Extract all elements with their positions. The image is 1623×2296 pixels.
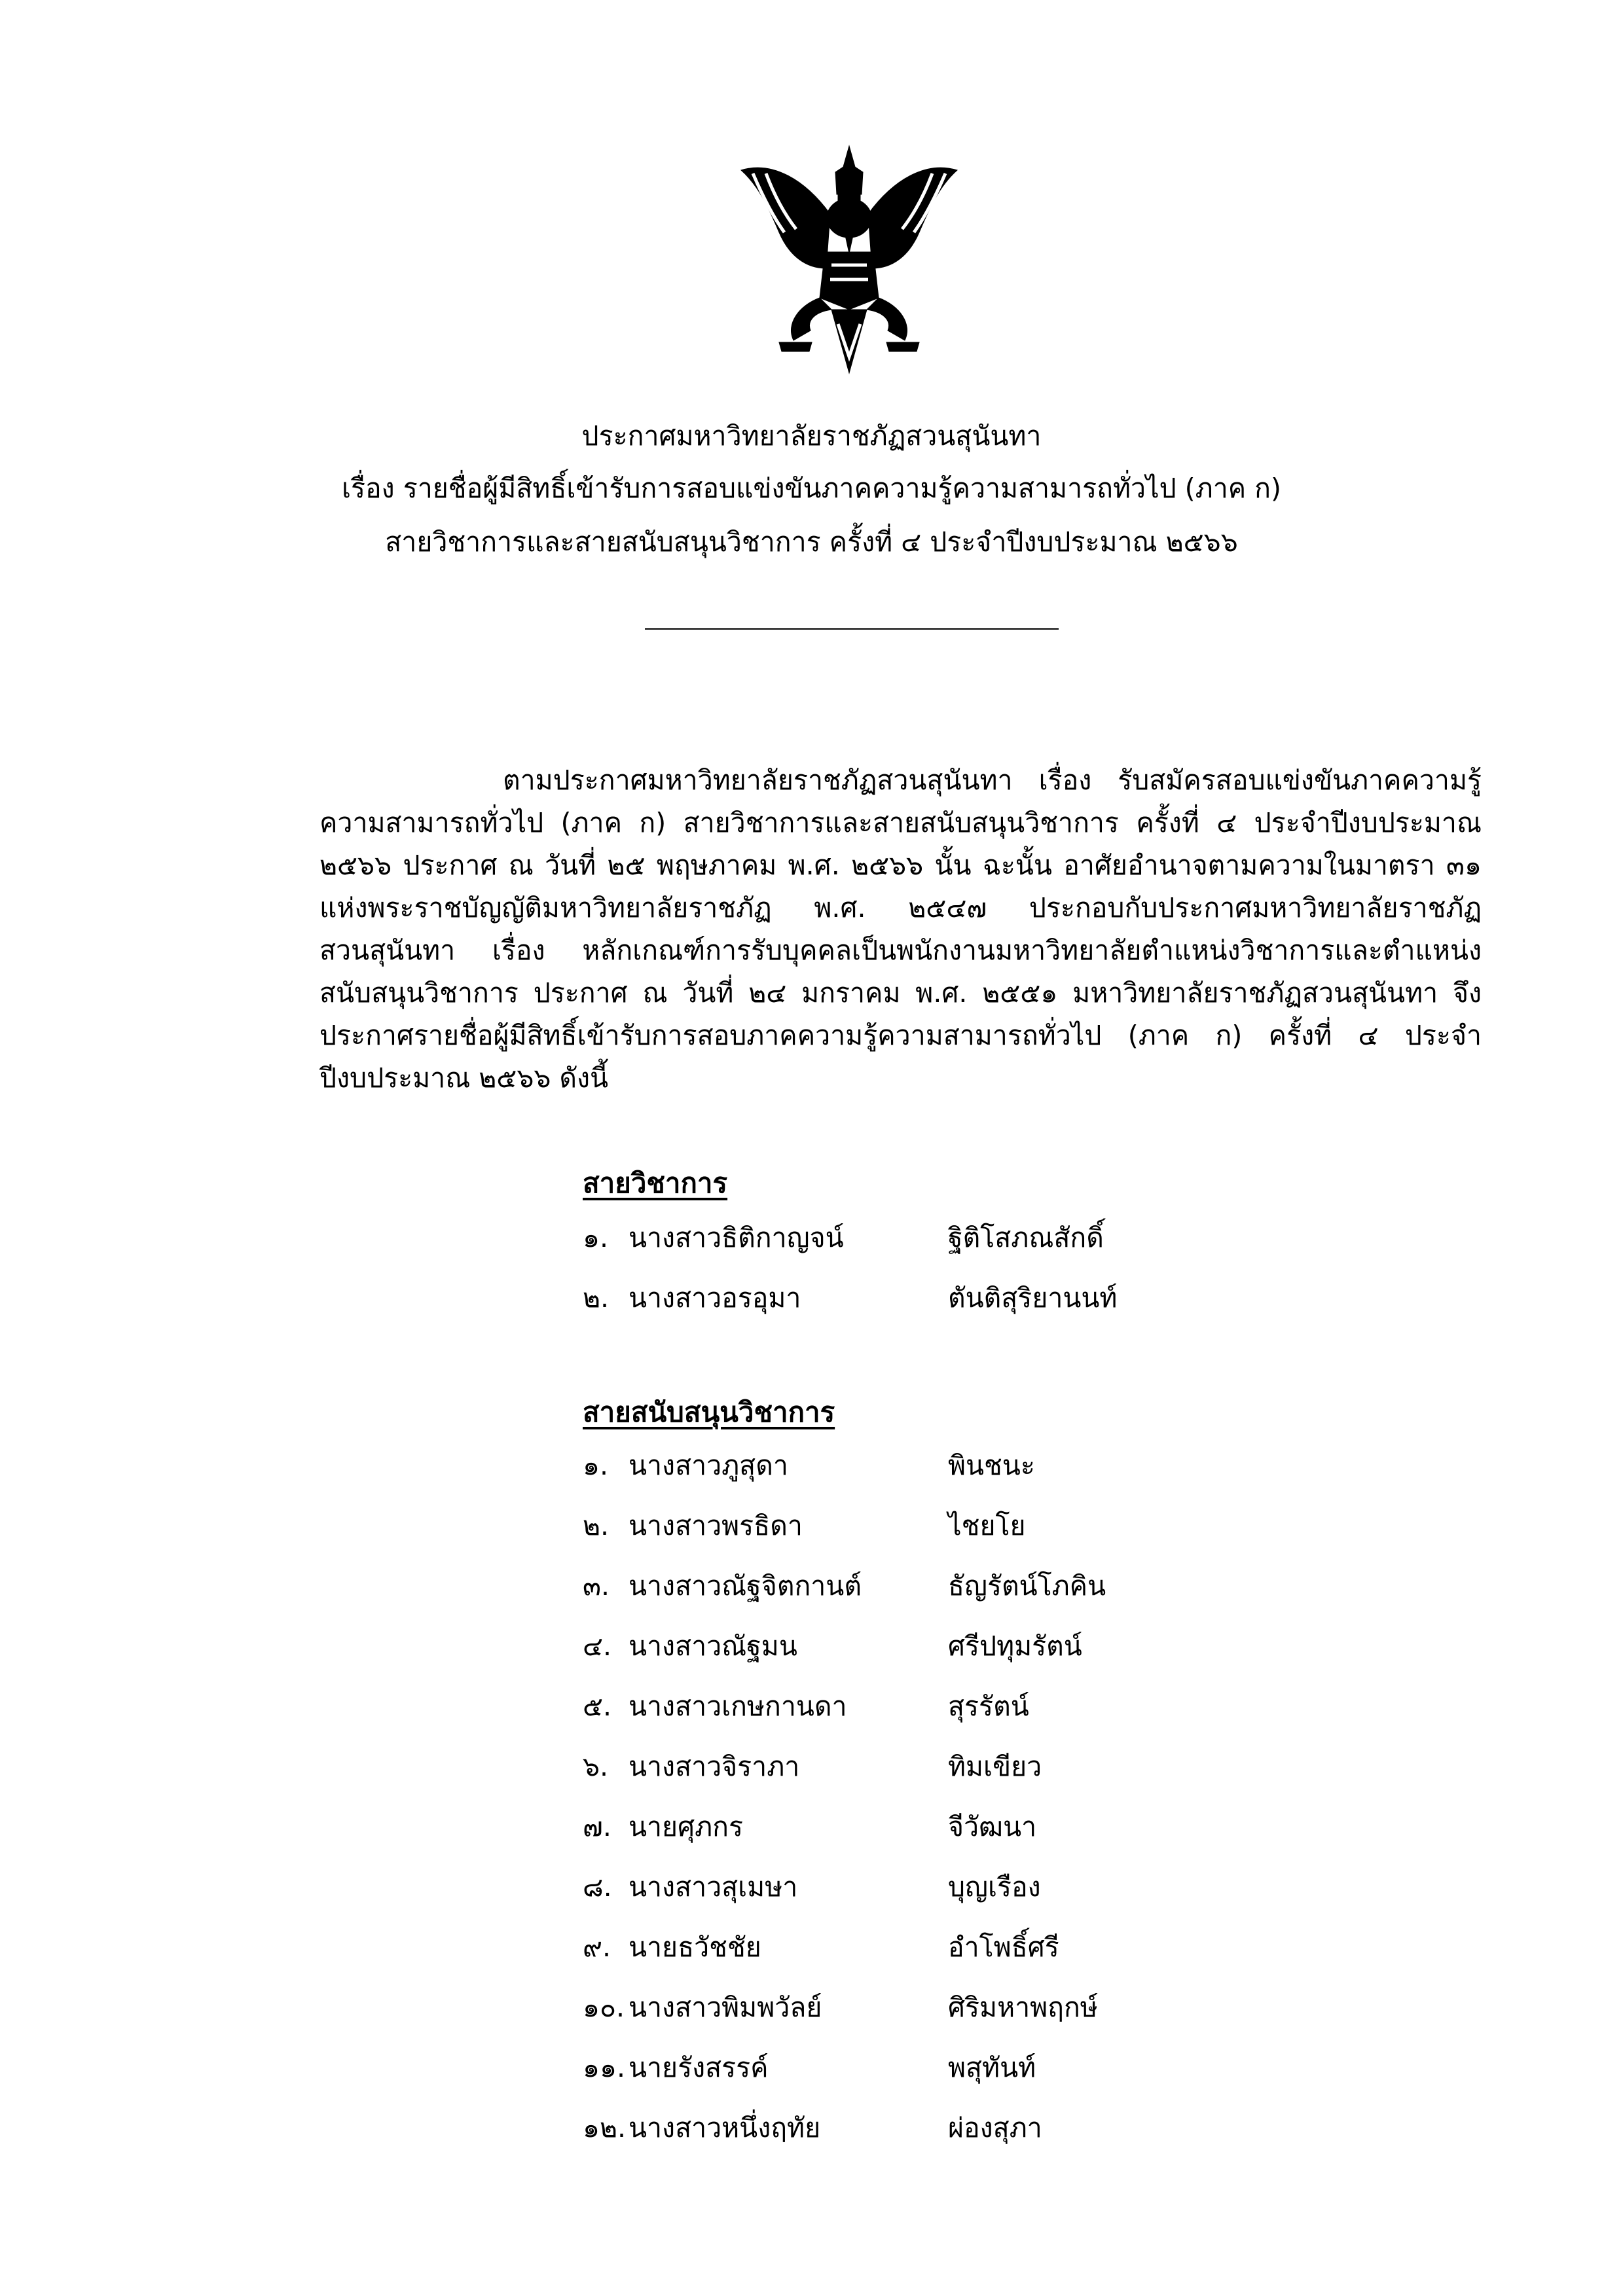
body-line: ปีงบประมาณ ๒๕๖๖ ดังนี้ — [319, 1062, 609, 1094]
item-first-name: นางสาวพรธิดา — [629, 1510, 803, 1541]
list-item — [583, 1496, 1237, 1556]
list-item — [583, 1736, 1237, 1797]
item-first-name: นางสาวภูสุดา — [629, 1450, 788, 1481]
body-line: ประกาศรายชื่อผู้มีสิทธิ์เข้ารับการสอบภาคความรู้ความสามารถทั่วไป (ภาค ก) ครั้งที่ ๔ ประจำ — [319, 1020, 1482, 1051]
announcement-subject-line2: สายวิชาการและสายสนับสนุนวิชาการ ครั้งที่ ๔ ประจำปีงบประมาณ ๒๕๖๖ — [385, 526, 1238, 558]
list-item — [583, 1556, 1237, 1616]
list-item — [583, 1616, 1237, 1676]
announcement-title: ประกาศมหาวิทยาลัยราชภัฏสวนสุนันทา — [581, 420, 1042, 452]
list-item — [583, 1857, 1237, 1917]
item-first-name: นางสาวณัฐจิตกานต์ — [629, 1570, 862, 1602]
item-first-name: นางสาวสุเมษา — [629, 1871, 798, 1903]
item-number: ๔. — [583, 1630, 612, 1662]
item-last-name: ทิมเขียว — [948, 1751, 1042, 1782]
item-first-name: นางสาวพิมพวัลย์ — [629, 1992, 822, 2023]
item-last-name: ฐิติโสภณสักดิ์ — [948, 1222, 1104, 1253]
item-last-name: จีวัฒนา — [948, 1811, 1037, 1842]
item-number: ๘. — [583, 1871, 612, 1903]
item-last-name: พสุทันท์ — [948, 2052, 1036, 2083]
list-item — [583, 2098, 1237, 2158]
body-line: แห่งพระราชบัญญัติมหาวิทยาลัยราชภัฏ พ.ศ. ๒๕๔๗ ประกอบกับประกาศมหาวิทยาลัยราชภัฏ — [319, 892, 1482, 924]
body-line: สนับสนุนวิชาการ ประกาศ ณ วันที่ ๒๔ มกราคม พ.ศ. ๒๕๕๑ มหาวิทยาลัยราชภัฏสวนสุนันทา จึง — [319, 977, 1482, 1009]
item-last-name: ศิริมหาพฤกษ์ — [948, 1992, 1098, 2023]
item-first-name: นายธวัชชัย — [629, 1931, 761, 1963]
garuda-emblem-icon — [733, 134, 966, 386]
body-line: สวนสุนันทา เรื่อง หลักเกณฑ์การรับบุคคลเป็นพนักงานมหาวิทยาลัยตำแหน่งวิชาการและตำแหน่ง — [319, 935, 1482, 966]
list-item — [583, 1917, 1237, 1977]
list-item — [583, 1797, 1237, 1857]
body-line: ตามประกาศมหาวิทยาลัยราชภัฏสวนสุนันทา เรื่อง รับสมัครสอบแข่งขันภาคความรู้ — [503, 764, 1482, 796]
item-first-name: นายรังสรรค์ — [629, 2052, 769, 2083]
item-first-name: นางสาวจิราภา — [629, 1751, 800, 1782]
item-number: ๑. — [583, 1222, 609, 1253]
list-item — [583, 2037, 1237, 2098]
item-number: ๑๐. — [583, 1992, 625, 2023]
item-last-name: ผ่องสุภา — [948, 2112, 1042, 2144]
item-number: ๑. — [583, 1450, 609, 1481]
item-last-name: สุรรัตน์ — [948, 1691, 1029, 1722]
support-list — [583, 1435, 1237, 2158]
list-item — [583, 1435, 1237, 1496]
item-last-name: ไชยโย — [948, 1510, 1026, 1541]
academic-heading: สายวิชาการ — [583, 1167, 728, 1199]
list-item — [583, 1268, 1237, 1328]
item-last-name: ธัญรัตน์โภคิน — [948, 1570, 1106, 1602]
item-last-name: อำโพธิ์ศรี — [948, 1931, 1059, 1963]
item-first-name: นายศุภกร — [629, 1811, 743, 1842]
item-last-name: พินชนะ — [948, 1450, 1035, 1481]
item-first-name: นางสาวหนึ่งฤทัย — [629, 2112, 821, 2144]
announcement-body — [319, 759, 1482, 1100]
announcement-subject: เรื่อง รายชื่อผู้มีสิทธิ์เข้ารับการสอบแข่งขันภาคความรู้ความสามารถทั่วไป (ภาค ก) — [341, 473, 1282, 504]
item-last-name: ศรีปทุมรัตน์ — [948, 1630, 1082, 1662]
item-number: ๗. — [583, 1811, 611, 1842]
item-number: ๑๑. — [583, 2052, 626, 2083]
item-last-name: บุญเรือง — [948, 1871, 1041, 1903]
item-first-name: นางสาวอรอุมา — [629, 1282, 801, 1314]
item-first-name: นางสาวณัฐมน — [629, 1630, 797, 1662]
academic-list — [583, 1208, 1237, 1328]
item-number: ๙. — [583, 1931, 611, 1963]
list-item — [583, 1977, 1237, 2037]
item-first-name: นางสาวเกษกานดา — [629, 1691, 847, 1722]
item-number: ๕. — [583, 1691, 612, 1722]
list-item — [583, 1676, 1237, 1736]
list-item — [583, 1208, 1237, 1268]
item-number: ๒. — [583, 1282, 610, 1314]
body-line: ความสามารถทั่วไป (ภาค ก) สายวิชาการและสายสนับสนุนวิชาการ ครั้งที่ ๔ ประจำปีงบประมาณ — [319, 807, 1482, 838]
body-line: ๒๕๖๖ ประกาศ ณ วันที่ ๒๕ พฤษภาคม พ.ศ. ๒๕๖๖ นั้น ฉะนั้น อาศัยอำนาจตามความในมาตรา ๓๑ — [319, 850, 1482, 881]
item-number: ๖. — [583, 1751, 609, 1782]
item-number: ๑๒. — [583, 2112, 627, 2144]
title-divider — [645, 628, 1059, 630]
item-number: ๒. — [583, 1510, 610, 1541]
item-number: ๓. — [583, 1570, 610, 1602]
item-last-name: ตันติสุริยานนท์ — [948, 1282, 1118, 1314]
item-first-name: นางสาวธิติกาญจน์ — [629, 1222, 844, 1253]
support-heading: สายสนับสนุนวิชาการ — [583, 1396, 835, 1428]
